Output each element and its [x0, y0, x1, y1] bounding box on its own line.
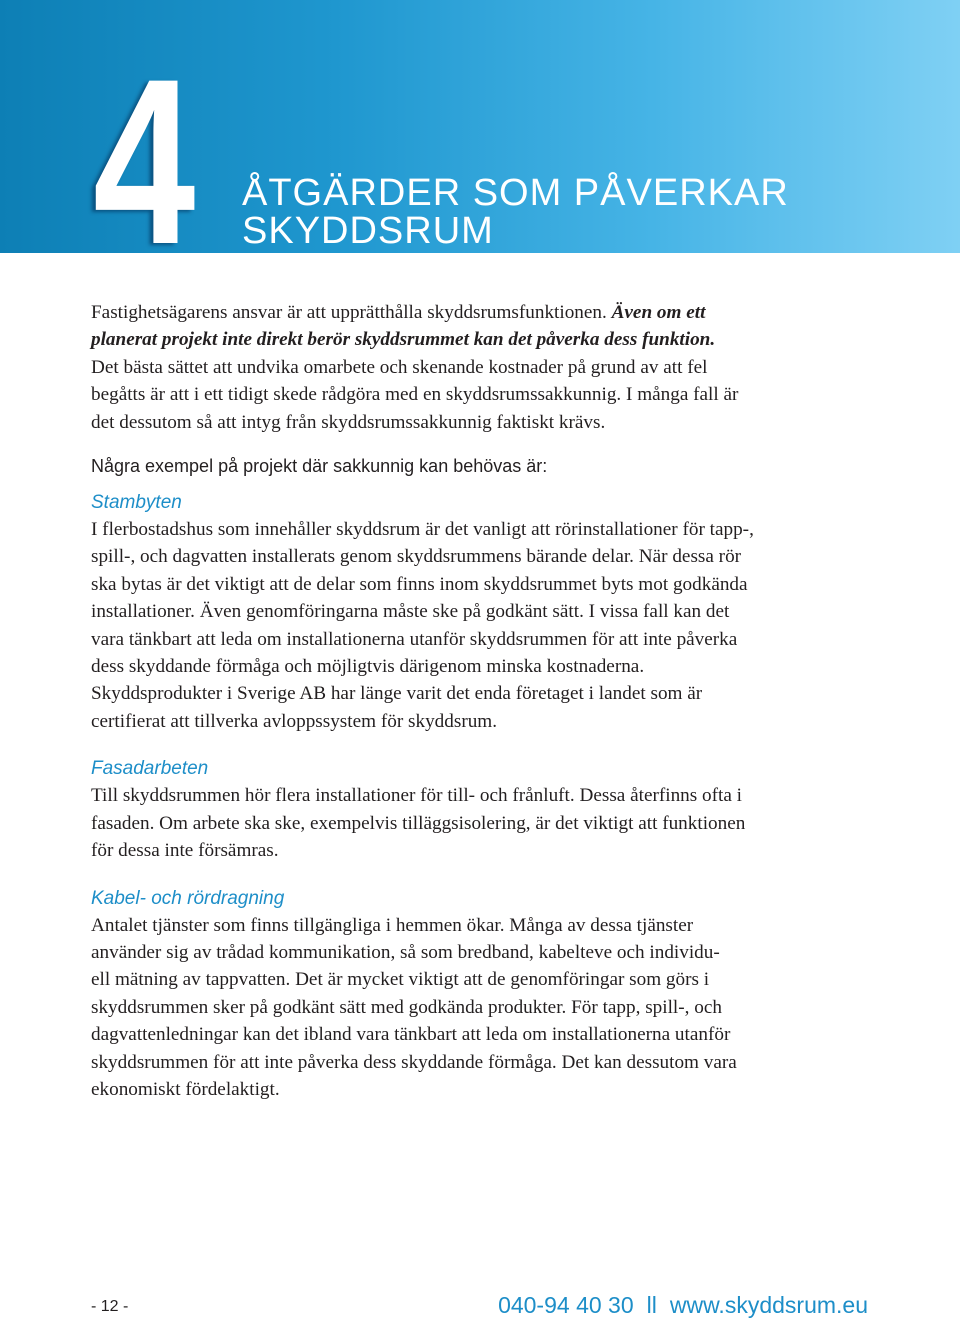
- body-line: fasaden. Om arbete ska ske, exempelvis tilläggsisolering, är det viktigt att funktionen: [91, 812, 746, 834]
- body-line: Antalet tjänster som finns tillgängliga i hemmen ökar. Många av dessa tjänster: [91, 914, 694, 936]
- body-line: dess skyddande förmåga och möjligtvis därigenom minska kostnaderna.: [91, 656, 645, 678]
- page-footer: [0, 1292, 960, 1322]
- page-number: - 12 -: [91, 1298, 129, 1315]
- chapter-header: [0, 0, 960, 253]
- body-line: Skyddsprodukter i Sverige AB har länge varit det enda företaget i landet som är: [91, 683, 703, 705]
- page-content: [91, 299, 851, 1103]
- body-line: ekonomiskt fördelaktigt.: [91, 1078, 280, 1100]
- footer-phone: 040-94 40 30: [498, 1292, 634, 1318]
- body-line: skyddsrummen sker på godkänt sätt med godkända produkter. För tapp, spill-, och: [91, 996, 722, 1018]
- chapter-title-line-1: ÅTGÄRDER SOM PÅVERKAR: [242, 172, 789, 214]
- section-body: [91, 782, 851, 864]
- chapter-title: [242, 174, 789, 250]
- section-heading: Fasadarbeten: [91, 758, 209, 780]
- body-line: skyddsrummen för att inte påverka dess skyddande förmåga. Det kan dessutom vara: [91, 1051, 737, 1073]
- body-line: spill-, och dagvatten installerats genom skyddsrummens bärande delar. När dessa rör: [91, 546, 742, 568]
- chapter-title-line-2: SKYDDSRUM: [242, 210, 494, 252]
- body-line: ell mätning av tappvatten. Det är mycket viktigt att de genomföringar som görs i: [91, 969, 710, 991]
- intro-paragraph: [91, 299, 851, 436]
- section-kabel-och-rordragning: [91, 885, 851, 1104]
- intro-text: det dessutom så att intyg från skyddsrumssakkunnig faktiskt krävs.: [91, 411, 606, 433]
- intro-text: begåtts är att i ett tidigt skede rådgöra med en skyddsrumssakkunnig. I många fall är: [91, 384, 739, 406]
- footer-website: www.skyddsrum.eu: [669, 1292, 868, 1318]
- body-line: I flerbostadshus som innehåller skyddsrum är det vanligt att rörinstallationer för tapp-,: [91, 519, 754, 541]
- section-fasadarbeten: [91, 755, 851, 864]
- section-heading: Stambyten: [91, 492, 182, 514]
- section-stambyten: [91, 489, 851, 735]
- intro-emphasis: Även om ett: [611, 302, 706, 323]
- footer-contact: [498, 1292, 868, 1319]
- body-line: vara tänkbart att leda om installationerna utanför skyddsrummen för att inte påverka: [91, 628, 738, 650]
- body-line: dagvattenledningar kan det ibland vara tänkbart att leda om installationerna utanför: [91, 1024, 731, 1046]
- body-line: Till skyddsrummen hör flera installationer för till- och frånluft. Dessa återfinns ofta i: [91, 785, 742, 807]
- intro-text: Fastighetsägarens ansvar är att upprätthålla skyddsrumsfunktionen.: [91, 302, 612, 323]
- section-body: [91, 912, 851, 1104]
- footer-separator: ll: [646, 1292, 657, 1318]
- section-body: [91, 516, 851, 735]
- body-line: certifierat att tillverka avloppssystem för skyddsrum.: [91, 710, 498, 732]
- intro-text: Det bästa sättet att undvika omarbete och skenande kostnader på grund av att fel: [91, 356, 708, 378]
- examples-intro: Några exempel på projekt där sakkunnig kan behövas är:: [91, 456, 548, 477]
- chapter-number: 4: [93, 30, 191, 253]
- body-line: för dessa inte försämras.: [91, 840, 279, 862]
- body-line: installationer. Även genomföringarna måste ske på godkänt sätt. I vissa fall kan det: [91, 601, 730, 623]
- body-line: ska bytas är det viktigt att de delar som finns inom skyddsrummet byts mot godkända: [91, 573, 748, 595]
- intro-emphasis: planerat projekt inte direkt berör skyddsrummet kan det påverka dess funktion.: [91, 329, 716, 351]
- section-heading: Kabel- och rördragning: [91, 887, 285, 909]
- body-line: använder sig av trådad kommunikation, så som bredband, kabelteve och individu-: [91, 941, 720, 963]
